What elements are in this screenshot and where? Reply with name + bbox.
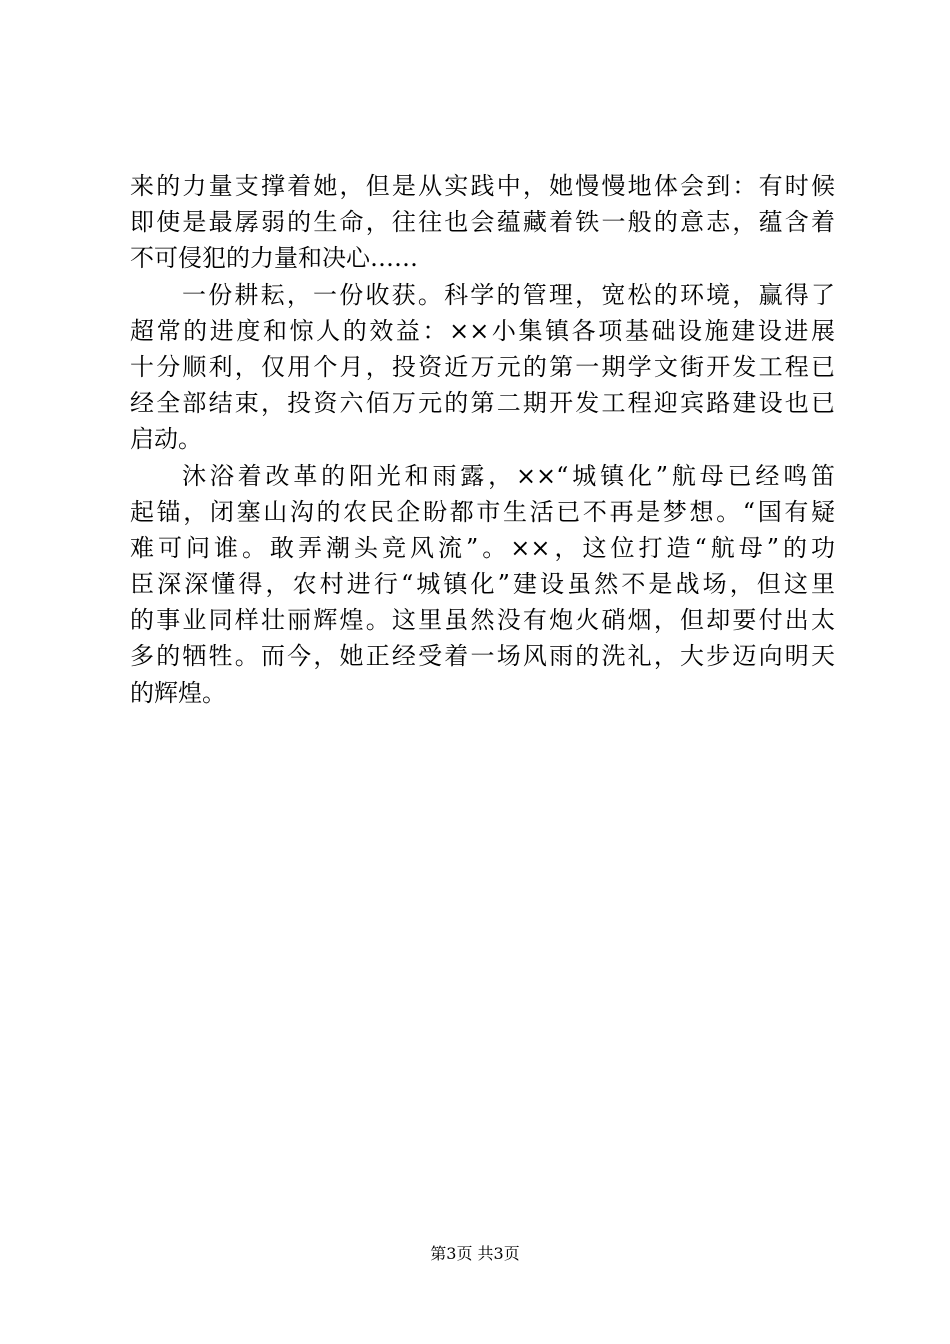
paragraph-2 xyxy=(130,277,835,458)
text-line: 的辉煌。 xyxy=(130,678,226,707)
paragraph-3 xyxy=(130,458,835,711)
text-line: 沐浴着改革的阳光和雨露，××“城镇化”航母已经鸣笛 xyxy=(182,461,835,490)
text-line: 十分顺利，仅用个月，投资近万元的第一期学文街开发工程已 xyxy=(130,352,835,381)
text-line: 超常的进度和惊人的效益：××小集镇各项基础设施建设进展 xyxy=(130,316,835,345)
text-line: 的事业同样壮丽辉煌。这里虽然没有炮火硝烟，但却要付出太 xyxy=(130,606,835,635)
paragraph-1 xyxy=(130,168,835,277)
text-line: 臣深深懂得，农村进行“城镇化”建设虽然不是战场，但这里 xyxy=(130,570,835,599)
text-line: 启动。 xyxy=(130,425,202,454)
text-line: 难可问谁。敢弄潮头竞风流”。××，这位打造“航母”的功 xyxy=(130,533,835,562)
document-body xyxy=(130,168,835,711)
text-line: 来的力量支撑着她，但是从实践中，她慢慢地体会到：有时候 xyxy=(130,172,835,200)
text-line: 多的牺牲。而今，她正经受着一场风雨的洗礼，大步迈向明天 xyxy=(130,642,835,671)
text-line: 不可侵犯的力量和决心…… xyxy=(130,244,418,273)
text-line: 一份耕耘，一份收获。科学的管理，宽松的环境，赢得了 xyxy=(182,280,835,309)
text-line: 起锚，闭塞山沟的农民企盼都市生活已不再是梦想。“国有疑 xyxy=(130,497,835,526)
text-line: 经全部结束，投资六佰万元的第二期开发工程迎宾路建设也已 xyxy=(130,389,835,418)
page-number-footer: 第3页 共3页 xyxy=(430,1244,520,1263)
text-line: 即使是最孱弱的生命，往往也会蕴藏着铁一般的意志，蕴含着 xyxy=(130,208,835,237)
